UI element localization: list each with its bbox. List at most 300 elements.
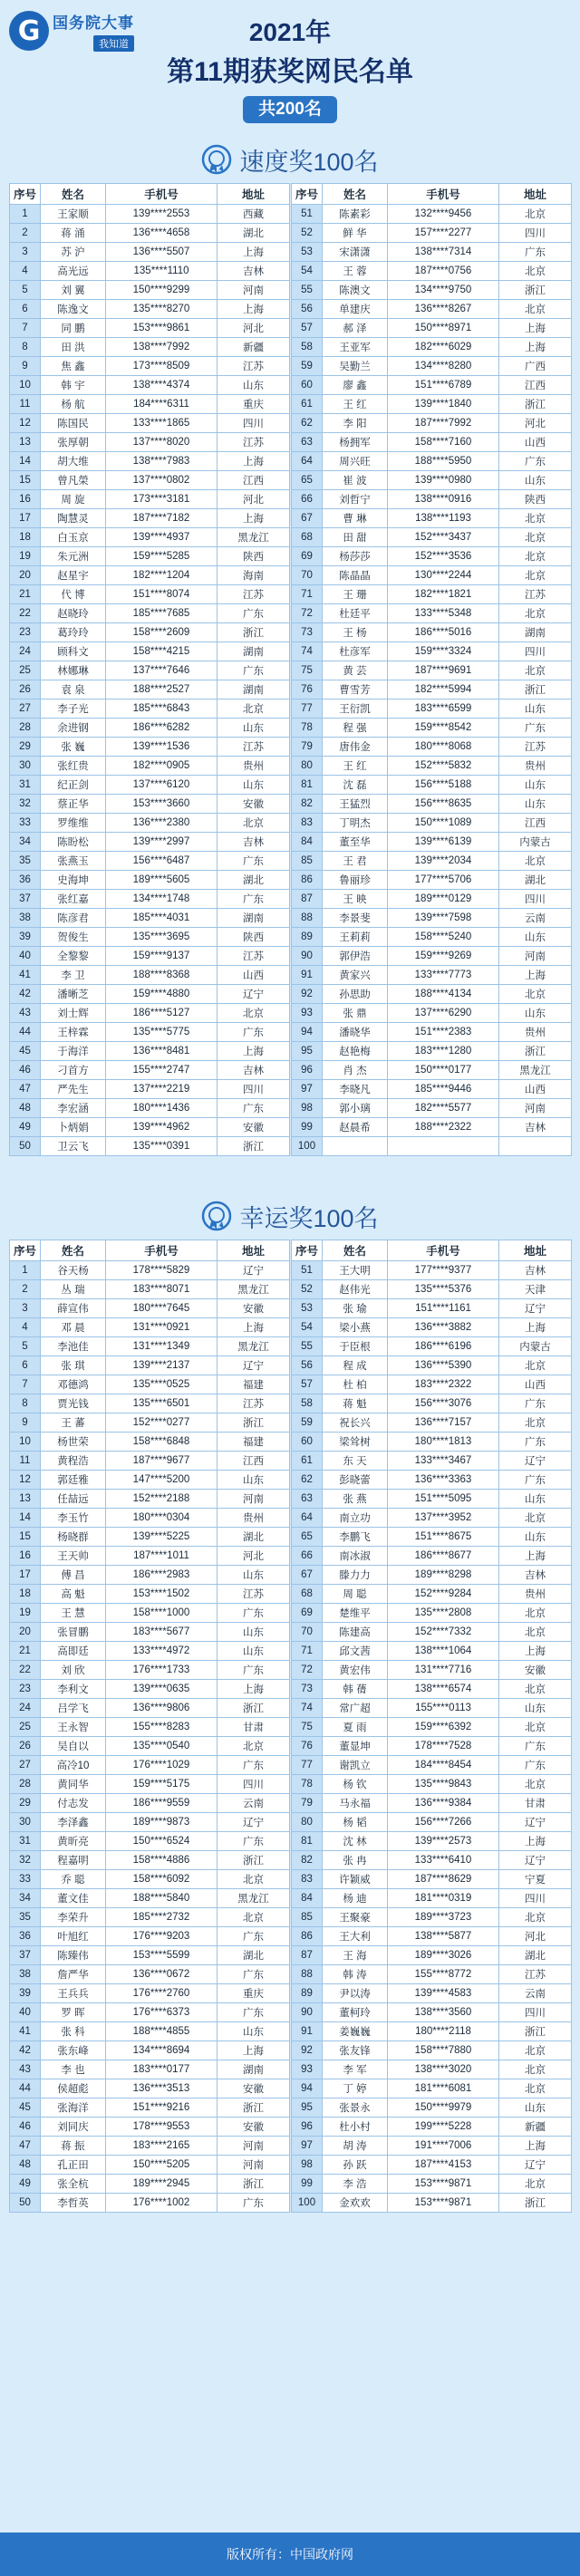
phone-cell: 138****4374 [106,376,218,395]
table-row [10,814,290,833]
seq-cell: 43 [10,2060,41,2079]
table-row [292,1775,572,1794]
seq-cell: 38 [10,1965,41,1984]
address-cell: 辽宁 [218,1813,290,1832]
column-header-address: 地址 [499,184,572,205]
phone-cell: 136****2380 [106,814,218,833]
address-cell: 贵州 [499,1585,572,1604]
name-cell: 王 蓉 [323,262,388,281]
table-row [292,1984,572,2003]
address-cell: 浙江 [218,1137,290,1156]
phone-cell: 156****5188 [388,776,499,795]
phone-cell: 187****9677 [106,1452,218,1471]
seq-cell: 90 [292,2003,323,2022]
seq-cell: 83 [292,1870,323,1889]
column-header-phone: 手机号 [106,1240,218,1261]
name-cell: 胡大维 [41,452,106,471]
phone-cell: 137****6120 [106,776,218,795]
phone-cell: 152****0277 [106,1413,218,1433]
address-cell: 辽宁 [499,1813,572,1832]
address-cell: 黑龙江 [218,1280,290,1299]
name-cell: 韩 蒨 [323,1680,388,1699]
name-cell: 蒋 魁 [323,1394,388,1413]
table-row [10,1775,290,1794]
phone-cell: 151****8675 [388,1528,499,1547]
name-cell: 梁耸树 [323,1433,388,1452]
table-row [10,2041,290,2060]
name-cell: 高冷10 [41,1756,106,1775]
name-cell: 谷天杨 [41,1261,106,1280]
phone-cell: 136****5507 [106,243,218,262]
phone-cell: 185****2732 [106,1908,218,1927]
name-cell: 张 科 [41,2022,106,2041]
seq-cell: 24 [10,642,41,661]
table-row [10,1433,290,1452]
address-cell: 湖北 [218,1946,290,1965]
page-title: 第11期获奖网民名单 [167,57,413,87]
address-cell: 吉林 [499,1566,572,1585]
name-cell: 朱元洲 [41,547,106,566]
table-row [10,1137,290,1156]
name-cell: 张 巍 [41,738,106,757]
seq-cell: 28 [10,719,41,738]
name-cell: 杨晓群 [41,1528,106,1547]
seq-cell: 21 [10,585,41,604]
seq-cell: 3 [10,1299,41,1318]
phone-cell: 180****2118 [388,2022,499,2041]
phone-cell: 153****5599 [106,1946,218,1965]
table-row [292,1509,572,1528]
table-row [10,1832,290,1851]
phone-cell: 136****9384 [388,1794,499,1813]
address-cell: 北京 [499,528,572,547]
phone-cell: 189****0129 [388,890,499,909]
seq-cell: 43 [10,1004,41,1023]
table-row [292,738,572,757]
name-cell: 杨世荣 [41,1433,106,1452]
name-cell: 潘晓华 [323,1023,388,1042]
address-cell: 河南 [218,281,290,300]
address-cell: 海南 [218,566,290,585]
table-row [10,833,290,852]
table-row [292,414,572,433]
address-cell: 辽宁 [218,985,290,1004]
seq-cell: 41 [10,2022,41,2041]
name-cell: 纪正剑 [41,776,106,795]
table-row [10,1280,290,1299]
name-cell: 董显坤 [323,1737,388,1756]
phone-cell: 136****7157 [388,1413,499,1433]
address-cell [499,1137,572,1156]
name-cell: 王 海 [323,1946,388,1965]
name-cell: 詹严华 [41,1965,106,1984]
name-cell: 赵晨希 [323,1118,388,1137]
column-header-name: 姓名 [323,1240,388,1261]
address-cell: 湖北 [218,871,290,890]
table-row [10,376,290,395]
table-row [292,1137,572,1156]
address-cell: 广东 [218,604,290,623]
name-cell: 于臣根 [323,1337,388,1356]
seq-cell: 39 [10,928,41,947]
phone-cell: 139****4937 [106,528,218,547]
phone-cell: 151****9216 [106,2098,218,2118]
name-cell: 顾科文 [41,642,106,661]
phone-cell: 158****4215 [106,642,218,661]
phone-cell: 153****3660 [106,795,218,814]
phone-cell: 183****0177 [106,2060,218,2079]
phone-cell: 182****0905 [106,757,218,776]
table-row [292,2079,572,2098]
seq-cell: 42 [10,2041,41,2060]
table-row [292,2156,572,2175]
name-cell: 罗维维 [41,814,106,833]
name-cell: 陈建高 [323,1623,388,1642]
table-row [292,1642,572,1661]
table-row [10,205,290,224]
table-row [10,947,290,966]
name-cell: 杜 柏 [323,1375,388,1394]
name-cell: 东 天 [323,1452,388,1471]
lucky-award-section [0,1192,580,2213]
phone-cell: 187****1011 [106,1547,218,1566]
table-row [10,928,290,947]
name-cell: 王大明 [323,1261,388,1280]
phone-cell: 189****9873 [106,1813,218,1832]
seq-cell: 37 [10,890,41,909]
address-cell: 湖南 [218,680,290,699]
name-cell: 邓德鸿 [41,1375,106,1394]
phone-cell: 151****5095 [388,1490,499,1509]
address-cell: 云南 [218,1794,290,1813]
name-cell: 崔 波 [323,471,388,490]
seq-cell: 47 [10,1080,41,1099]
table-row [10,433,290,452]
seq-cell: 57 [292,319,323,338]
phone-cell: 135****5376 [388,1280,499,1299]
phone-cell: 180****8068 [388,738,499,757]
name-cell: 丁明杰 [323,814,388,833]
address-cell: 黑龙江 [499,1061,572,1080]
phone-cell: 188****5840 [106,1889,218,1908]
table-row [10,757,290,776]
address-cell: 内蒙古 [499,833,572,852]
table-row [292,1946,572,1965]
table-row [10,2022,290,2041]
address-cell: 河北 [499,1927,572,1946]
address-cell: 辽宁 [499,1851,572,1870]
address-cell: 北京 [218,699,290,719]
speed-award-section [0,136,580,1156]
seq-cell: 66 [292,1547,323,1566]
name-cell: 廖 鑫 [323,376,388,395]
phone-cell: 177****5706 [388,871,499,890]
phone-cell: 159****6392 [388,1718,499,1737]
name-cell: 傅 昌 [41,1566,106,1585]
name-cell: 李宏涵 [41,1099,106,1118]
table-row [10,471,290,490]
phone-cell: 188****2527 [106,680,218,699]
address-cell: 北京 [499,1680,572,1699]
name-cell: 李池佳 [41,1337,106,1356]
table-row [10,1661,290,1680]
seq-cell: 58 [292,338,323,357]
seq-cell: 67 [292,509,323,528]
phone-cell: 155****2747 [106,1061,218,1080]
name-cell: 刘 欣 [41,1661,106,1680]
address-cell: 贵州 [499,1023,572,1042]
name-cell: 贺俊生 [41,928,106,947]
table-row [10,1737,290,1756]
seq-cell: 69 [292,1604,323,1623]
address-cell: 陕西 [499,490,572,509]
name-cell: 姜巍巍 [323,2022,388,2041]
name-cell: 全黎黎 [41,947,106,966]
seq-cell: 1 [10,1261,41,1280]
table-row [292,281,572,300]
seq-cell: 14 [10,1509,41,1528]
table-row [292,566,572,585]
address-cell: 北京 [499,1775,572,1794]
name-cell: 严先生 [41,1080,106,1099]
seq-cell: 94 [292,1023,323,1042]
table-row [10,890,290,909]
table-row [292,776,572,795]
name-cell: 王天帅 [41,1547,106,1566]
seq-cell: 10 [10,376,41,395]
phone-cell: 151****6789 [388,376,499,395]
seq-cell: 58 [292,1394,323,1413]
phone-cell: 135****9843 [388,1775,499,1794]
address-cell: 山东 [499,1004,572,1023]
seq-cell: 36 [10,1927,41,1946]
seq-cell: 4 [10,1318,41,1337]
name-cell: 李泽鑫 [41,1813,106,1832]
phone-cell: 189****2945 [106,2175,218,2194]
seq-cell: 49 [10,1118,41,1137]
table-row [10,1889,290,1908]
name-cell: 卜炳娟 [41,1118,106,1137]
name-cell: 陶慧灵 [41,509,106,528]
table-row [10,2118,290,2137]
column-header-name: 姓名 [41,1240,106,1261]
table-row [10,1794,290,1813]
table-row [292,224,572,243]
address-cell: 广东 [499,1756,572,1775]
table-row [10,776,290,795]
name-cell: 丛 瑞 [41,1280,106,1299]
table-row [292,852,572,871]
address-cell: 吉林 [218,262,290,281]
address-cell: 广东 [218,1604,290,1623]
seq-cell: 53 [292,243,323,262]
seq-cell: 89 [292,928,323,947]
address-cell: 江苏 [218,357,290,376]
address-cell: 河南 [218,1490,290,1509]
name-cell: 南立功 [323,1509,388,1528]
table-row [10,1965,290,1984]
seq-cell: 62 [292,1471,323,1490]
table-row [292,376,572,395]
name-cell: 赵艳梅 [323,1042,388,1061]
phone-cell: 159****5175 [106,1775,218,1794]
phone-cell: 158****2609 [106,623,218,642]
seq-cell: 72 [292,1661,323,1680]
table-row [292,1042,572,1061]
address-cell: 山西 [218,966,290,985]
phone-cell: 152****3536 [388,547,499,566]
phone-cell: 181****6081 [388,2079,499,2098]
phone-cell: 156****6487 [106,852,218,871]
phone-cell: 137****6290 [388,1004,499,1023]
table-row [292,1318,572,1337]
table-row [292,1099,572,1118]
phone-cell: 182****5577 [388,1099,499,1118]
seq-cell: 83 [292,814,323,833]
seq-cell: 57 [292,1375,323,1394]
seq-cell: 2 [10,1280,41,1299]
address-cell: 河北 [218,490,290,509]
phone-cell: 131****7716 [388,1661,499,1680]
seq-cell: 81 [292,1832,323,1851]
address-cell: 福建 [218,1375,290,1394]
name-cell: 张冒鹏 [41,1623,106,1642]
table-row [292,2175,572,2194]
name-cell: 张景永 [323,2098,388,2118]
phone-cell: 180****0304 [106,1509,218,1528]
seq-cell: 29 [10,738,41,757]
phone-cell: 138****7314 [388,243,499,262]
address-cell: 浙江 [218,1699,290,1718]
table-row [10,547,290,566]
name-cell: 焦 鑫 [41,357,106,376]
table-row [292,1908,572,1927]
phone-cell: 159****5285 [106,547,218,566]
table-row [292,1623,572,1642]
address-cell: 江苏 [499,1965,572,1984]
phone-cell: 158****6092 [106,1870,218,1889]
address-cell: 上海 [499,1318,572,1337]
seq-cell: 63 [292,433,323,452]
address-cell: 北京 [499,547,572,566]
table-row [10,1908,290,1927]
table-row [292,909,572,928]
seq-cell: 26 [10,680,41,699]
table-row [292,1927,572,1946]
seq-cell: 86 [292,1927,323,1946]
table-row [10,1080,290,1099]
name-cell [323,1137,388,1156]
address-cell: 山东 [218,2022,290,2041]
phone-cell: 151****2383 [388,1023,499,1042]
phone-cell: 152****2188 [106,1490,218,1509]
address-cell: 北京 [499,985,572,1004]
address-cell: 山西 [499,1375,572,1394]
phone-cell: 139****2573 [388,1832,499,1851]
name-cell: 侯超彪 [41,2079,106,2098]
table-row [10,585,290,604]
phone-cell: 159****3324 [388,642,499,661]
column-header-seq: 序号 [10,184,41,205]
address-cell: 山东 [499,1528,572,1547]
table-row [10,1680,290,1699]
name-cell: 程嘉明 [41,1851,106,1870]
seq-cell: 33 [10,814,41,833]
phone-cell: 138****7992 [106,338,218,357]
address-cell: 辽宁 [218,1261,290,1280]
address-cell: 甘肃 [499,1794,572,1813]
seq-cell: 20 [10,1623,41,1642]
address-cell: 广东 [218,1099,290,1118]
speed-table-right [291,183,572,1156]
seq-cell: 55 [292,1337,323,1356]
address-cell: 江西 [218,1452,290,1471]
seq-cell: 18 [10,1585,41,1604]
address-cell: 广东 [218,890,290,909]
seq-cell: 33 [10,1870,41,1889]
address-cell: 湖北 [218,224,290,243]
phone-cell: 187****0756 [388,262,499,281]
address-cell: 北京 [499,205,572,224]
phone-cell: 135****1110 [106,262,218,281]
name-cell: 黄同华 [41,1775,106,1794]
phone-cell: 135****0525 [106,1375,218,1394]
address-cell: 云南 [499,1984,572,2003]
table-row [10,1261,290,1280]
phone-cell: 136****5390 [388,1356,499,1375]
seq-cell: 95 [292,1042,323,1061]
seq-cell: 19 [10,1604,41,1623]
phone-cell: 139****2553 [106,205,218,224]
name-cell: 孔正田 [41,2156,106,2175]
address-cell: 湖南 [218,642,290,661]
seq-cell: 22 [10,1661,41,1680]
table-row [10,1004,290,1023]
phone-cell: 138****1193 [388,509,499,528]
table-row [10,1756,290,1775]
phone-cell: 173****8509 [106,357,218,376]
phone-cell: 182****5994 [388,680,499,699]
phone-cell: 153****1502 [106,1585,218,1604]
table-row [292,1718,572,1737]
address-cell: 辽宁 [499,1452,572,1471]
seq-cell: 5 [10,1337,41,1356]
table-row [292,1280,572,1299]
name-cell: 李哲英 [41,2194,106,2213]
seq-cell: 80 [292,757,323,776]
table-row [292,985,572,1004]
table-row [292,1337,572,1356]
name-cell: 赵星宇 [41,566,106,585]
name-cell: 杨 迪 [323,1889,388,1908]
address-cell: 北京 [499,300,572,319]
seq-cell: 68 [292,1585,323,1604]
table-row [292,1566,572,1585]
phone-cell: 178****5829 [106,1261,218,1280]
name-cell: 陈逸文 [41,300,106,319]
seq-cell: 18 [10,528,41,547]
name-cell: 于海洋 [41,1042,106,1061]
phone-cell: 186****5016 [388,623,499,642]
seq-cell: 40 [10,947,41,966]
address-cell: 西藏 [218,205,290,224]
address-cell: 北京 [218,814,290,833]
address-cell: 河北 [218,1547,290,1566]
address-cell: 北京 [499,604,572,623]
name-cell: 王永智 [41,1718,106,1737]
name-cell: 张 琪 [41,1356,106,1375]
name-cell: 陈彦君 [41,909,106,928]
